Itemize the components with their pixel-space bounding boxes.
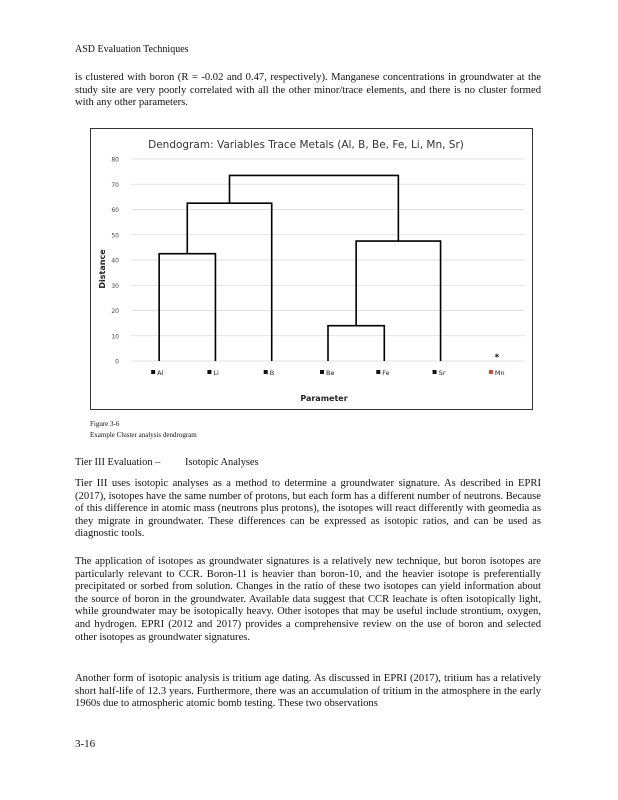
legend-swatch-li (207, 370, 211, 374)
y-tick-label: 40 (111, 257, 119, 265)
dendrogram-link-4 (356, 241, 440, 361)
leaf-label-al: Al (157, 369, 164, 377)
y-tick-label: 80 (111, 156, 119, 164)
section-heading-label: Tier III Evaluation – (75, 457, 161, 468)
y-axis-label: Distance (98, 249, 107, 289)
section-heading (75, 457, 259, 468)
y-tick-label: 60 (111, 207, 119, 214)
running-header: ASD Evaluation Techniques (75, 44, 189, 55)
y-tick-label: 20 (111, 308, 119, 315)
leaf-label-fe: Fe (382, 369, 390, 377)
figure-caption-text: Example Cluster analysis dendrogram (90, 431, 197, 439)
legend-swatch-al (151, 370, 155, 374)
leaf-label-mn: Mn (494, 369, 505, 377)
paragraph-intro: is clustered with boron (R = -0.02 and 0.47, respectively). Manganese concentrations in groundwater at the study site are very poorly correlated with all the other minor/trace elements, and there is no cluster formed with any other parameters. (75, 72, 541, 109)
dendrogram-chart (91, 129, 534, 411)
y-tick-label: 0 (115, 358, 119, 366)
dendrogram-link-2 (328, 326, 384, 361)
legend-swatch-b (264, 370, 268, 374)
legend-swatch-mn (489, 370, 493, 374)
figure-caption (90, 419, 197, 441)
x-axis-label: Parameter (300, 394, 348, 403)
y-tick-label: 70 (111, 181, 119, 189)
chart-title: Dendogram: Variables Trace Metals (Al, B, Be, Fe, Li, Mn, Sr) (148, 139, 464, 151)
leaf-label-b: B (269, 369, 275, 377)
legend-swatch-sr (433, 370, 437, 374)
y-tick-label: 50 (111, 232, 119, 240)
legend-swatch-be (320, 370, 324, 374)
dendrogram-link-5 (230, 175, 399, 241)
y-tick-label: 30 (111, 282, 119, 290)
figure-caption-label: Figure 3-6 (90, 420, 120, 428)
paragraph-tier-iii: Tier III uses isotopic analyses as a method to determine a groundwater signature. As described in EPRI (2017), isotopes have the same number of protons, but each form has a different number of neutrons. Because of this difference in atomic mass (neutrons plus protons), the isotopes will react differently with geomedia as they migrate in groundwater. These differences can be expressed as isotopic ratios, and can be used as diagnostic tools. (75, 478, 541, 540)
dendrogram-figure (90, 128, 533, 410)
y-tick-label: 10 (111, 333, 119, 341)
section-heading-title: Isotopic Analyses (185, 457, 259, 468)
page-number: 3-16 (75, 738, 96, 750)
leaf-label-be: Be (326, 369, 335, 377)
dendrogram-link-3 (187, 203, 271, 361)
leaf-label-sr: Sr (438, 369, 446, 377)
paragraph-tritium: Another form of isotopic analysis is tritium age dating. As discussed in EPRI (2017), tritium has a relatively short half-life of 12.3 years. Furthermore, there was an accumulation of tritium in the atmosphere in the early 1960s due to atmospheric atomic bomb testing. These two observations (75, 673, 541, 710)
outlier-marker: * (494, 353, 500, 363)
paragraph-boron-isotopes: The application of isotopes as groundwater signatures is a relatively new technique, but boron isotopes are particularly relevant to CCR. Boron-11 is heavier than boron-10, and the heavier isotope is preferentially precipitated or sorbed from solution. Changes in the ratio of these two isotopes can yield information about the source of boron in the groundwater. Available data suggest that CCR leachate is often isotopically light, while groundwater may be isotopically heavy. Other isotopes that may be useful include strontium, oxygen, and hydrogen. EPRI (2012 and 2017) provides a comprehensive review on the use of boron and selected other isotopes as groundwater signatures. (75, 556, 541, 643)
dendrogram-link-1 (159, 254, 215, 361)
leaf-label-li: Li (213, 369, 219, 377)
legend-swatch-fe (376, 370, 380, 374)
